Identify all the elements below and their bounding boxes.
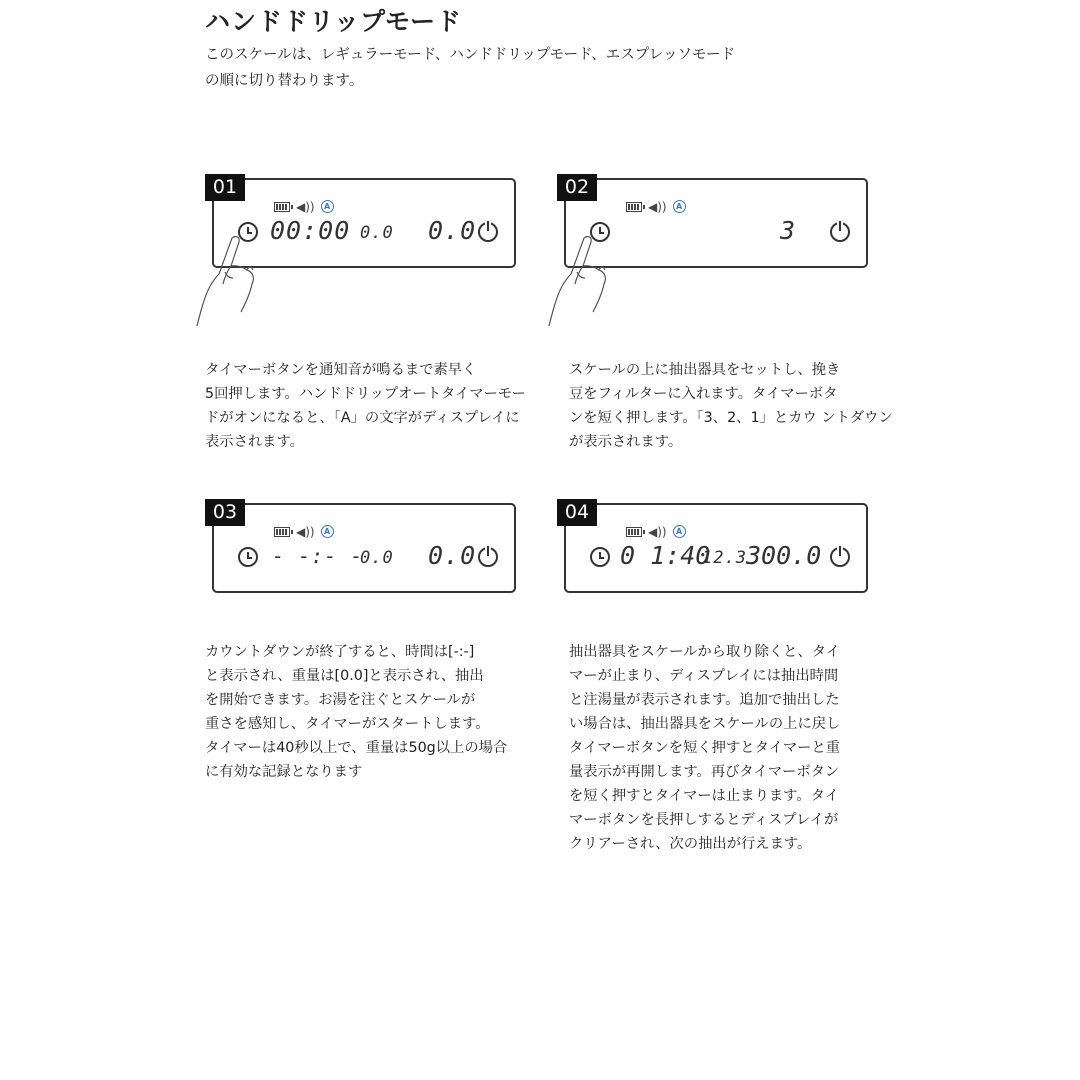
power-icon bbox=[830, 547, 850, 567]
speaker-icon: ◀)) bbox=[648, 199, 667, 214]
timer-readout: 0 1:40 bbox=[620, 541, 711, 570]
pointing-hand-icon bbox=[195, 232, 265, 327]
step-description: タイマーボタンを通知音が鳴るまで素早く 5回押します。ハンドドリップオートタイマーモー ドがオンになると、「A」の文字がディスプレイに 表示されます。 bbox=[205, 362, 526, 450]
auto-a-icon: A bbox=[673, 200, 686, 213]
status-icons bbox=[626, 200, 686, 213]
flow-readout: 0.0 bbox=[360, 223, 394, 243]
countdown-readout: 3 bbox=[780, 216, 797, 245]
status-icons bbox=[274, 200, 334, 213]
speaker-icon: ◀)) bbox=[296, 199, 315, 214]
clock-icon bbox=[590, 547, 610, 567]
auto-a-icon: A bbox=[321, 200, 334, 213]
scale-display-panel bbox=[212, 503, 516, 593]
step-description: カウントダウンが終了すると、時間は[-:-] と表示され、重量は[0.0]と表示され、抽出 を開始できます。お湯を注ぐとスケールが 重さを感知し、タイマーがスタートします。 タイマーは40秒以上で、重量は50g以上の場合 に有効な記録となります bbox=[205, 644, 508, 780]
status-icons bbox=[274, 525, 334, 538]
power-icon bbox=[478, 547, 498, 567]
power-icon bbox=[830, 222, 850, 242]
speaker-icon: ◀)) bbox=[648, 524, 667, 539]
pointing-hand-icon bbox=[547, 232, 617, 327]
clock-icon bbox=[238, 547, 258, 567]
status-icons bbox=[626, 525, 686, 538]
weight-readout: 0.0 bbox=[428, 541, 477, 570]
weight-readout: 300.0 bbox=[746, 541, 822, 570]
step-number: 04 bbox=[557, 499, 597, 526]
battery-icon bbox=[274, 527, 290, 537]
flow-readout: 0.0 bbox=[360, 548, 394, 568]
battery-icon bbox=[626, 527, 642, 537]
weight-readout: 0.0 bbox=[428, 216, 477, 245]
intro-text: このスケールは、レギュラーモード、ハンドドリップモード、エスプレッソモード の順に切り替わります。 bbox=[205, 47, 735, 89]
timer-readout: - -:- - bbox=[272, 544, 364, 568]
battery-icon bbox=[626, 202, 642, 212]
auto-a-icon: A bbox=[321, 525, 334, 538]
scale-display-panel bbox=[564, 503, 868, 593]
flow-readout: 12.3 bbox=[702, 548, 747, 568]
power-icon bbox=[478, 222, 498, 242]
step-number: 01 bbox=[205, 174, 245, 201]
step-number: 02 bbox=[557, 174, 597, 201]
battery-icon bbox=[274, 202, 290, 212]
timer-readout: 00:00 bbox=[270, 216, 351, 245]
step-number: 03 bbox=[205, 499, 245, 526]
page-title: ハンドドリップモード bbox=[205, 7, 463, 36]
speaker-icon: ◀)) bbox=[296, 524, 315, 539]
step-description: 抽出器具をスケールから取り除くと、タイ マーが止まり、ディスプレイには抽出時間 と注湯量が表示されます。追加で抽出した い場合は、抽出器具をスケールの上に戻し タイマーボタンを短く押すとタイマーと重 量表示が再開します。再びタイマーボタン を短く押すとタイマーは止まります。タイ マーボタンを長押しするとディスプレイが クリアーされ、次の抽出が行えます。 bbox=[569, 644, 841, 852]
auto-a-icon: A bbox=[673, 525, 686, 538]
step-description: スケールの上に抽出器具をセットし、挽き 豆をフィルターに入れます。タイマーボタ ンを短く押します。「3、2、1」とカウ ントダウン が表示されます。 bbox=[569, 362, 893, 450]
